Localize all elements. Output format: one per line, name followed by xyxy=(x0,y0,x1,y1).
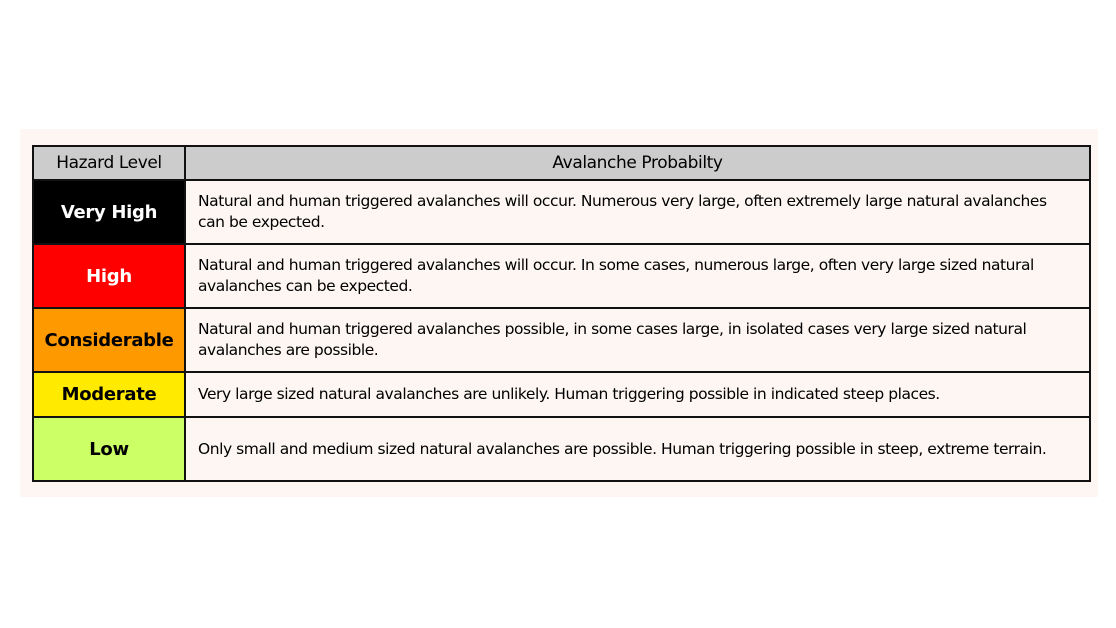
hazard-level-cell: Very High xyxy=(33,180,185,244)
table-row xyxy=(33,372,1090,417)
hazard-level-cell: High xyxy=(33,244,185,308)
table-row xyxy=(33,244,1090,308)
hazard-level-cell: Low xyxy=(33,417,185,481)
table-row xyxy=(33,308,1090,372)
description-cell: Only small and medium sized natural avalanches are possible. Human triggering possible in steep, extreme terrain. xyxy=(185,417,1090,481)
table-row xyxy=(33,417,1090,481)
hazard-level-cell: Considerable xyxy=(33,308,185,372)
header-row xyxy=(33,146,1090,180)
description-cell: Natural and human triggered avalanches possible, in some cases large, in isolated cases very large sized natural avalanches are possible. xyxy=(185,308,1090,372)
hazard-level-cell: Moderate xyxy=(33,372,185,417)
description-cell: Very large sized natural avalanches are unlikely. Human triggering possible in indicated steep places. xyxy=(185,372,1090,417)
description-cell: Natural and human triggered avalanches will occur. Numerous very large, often extremely large natural avalanches can be expected. xyxy=(185,180,1090,244)
header-hazard-level: Hazard Level xyxy=(33,146,185,180)
description-cell: Natural and human triggered avalanches will occur. In some cases, numerous large, often very large sized natural avalanches can be expected. xyxy=(185,244,1090,308)
header-avalanche-probability: Avalanche Probabilty xyxy=(185,146,1090,180)
avalanche-hazard-table xyxy=(32,145,1091,482)
table-row xyxy=(33,180,1090,244)
